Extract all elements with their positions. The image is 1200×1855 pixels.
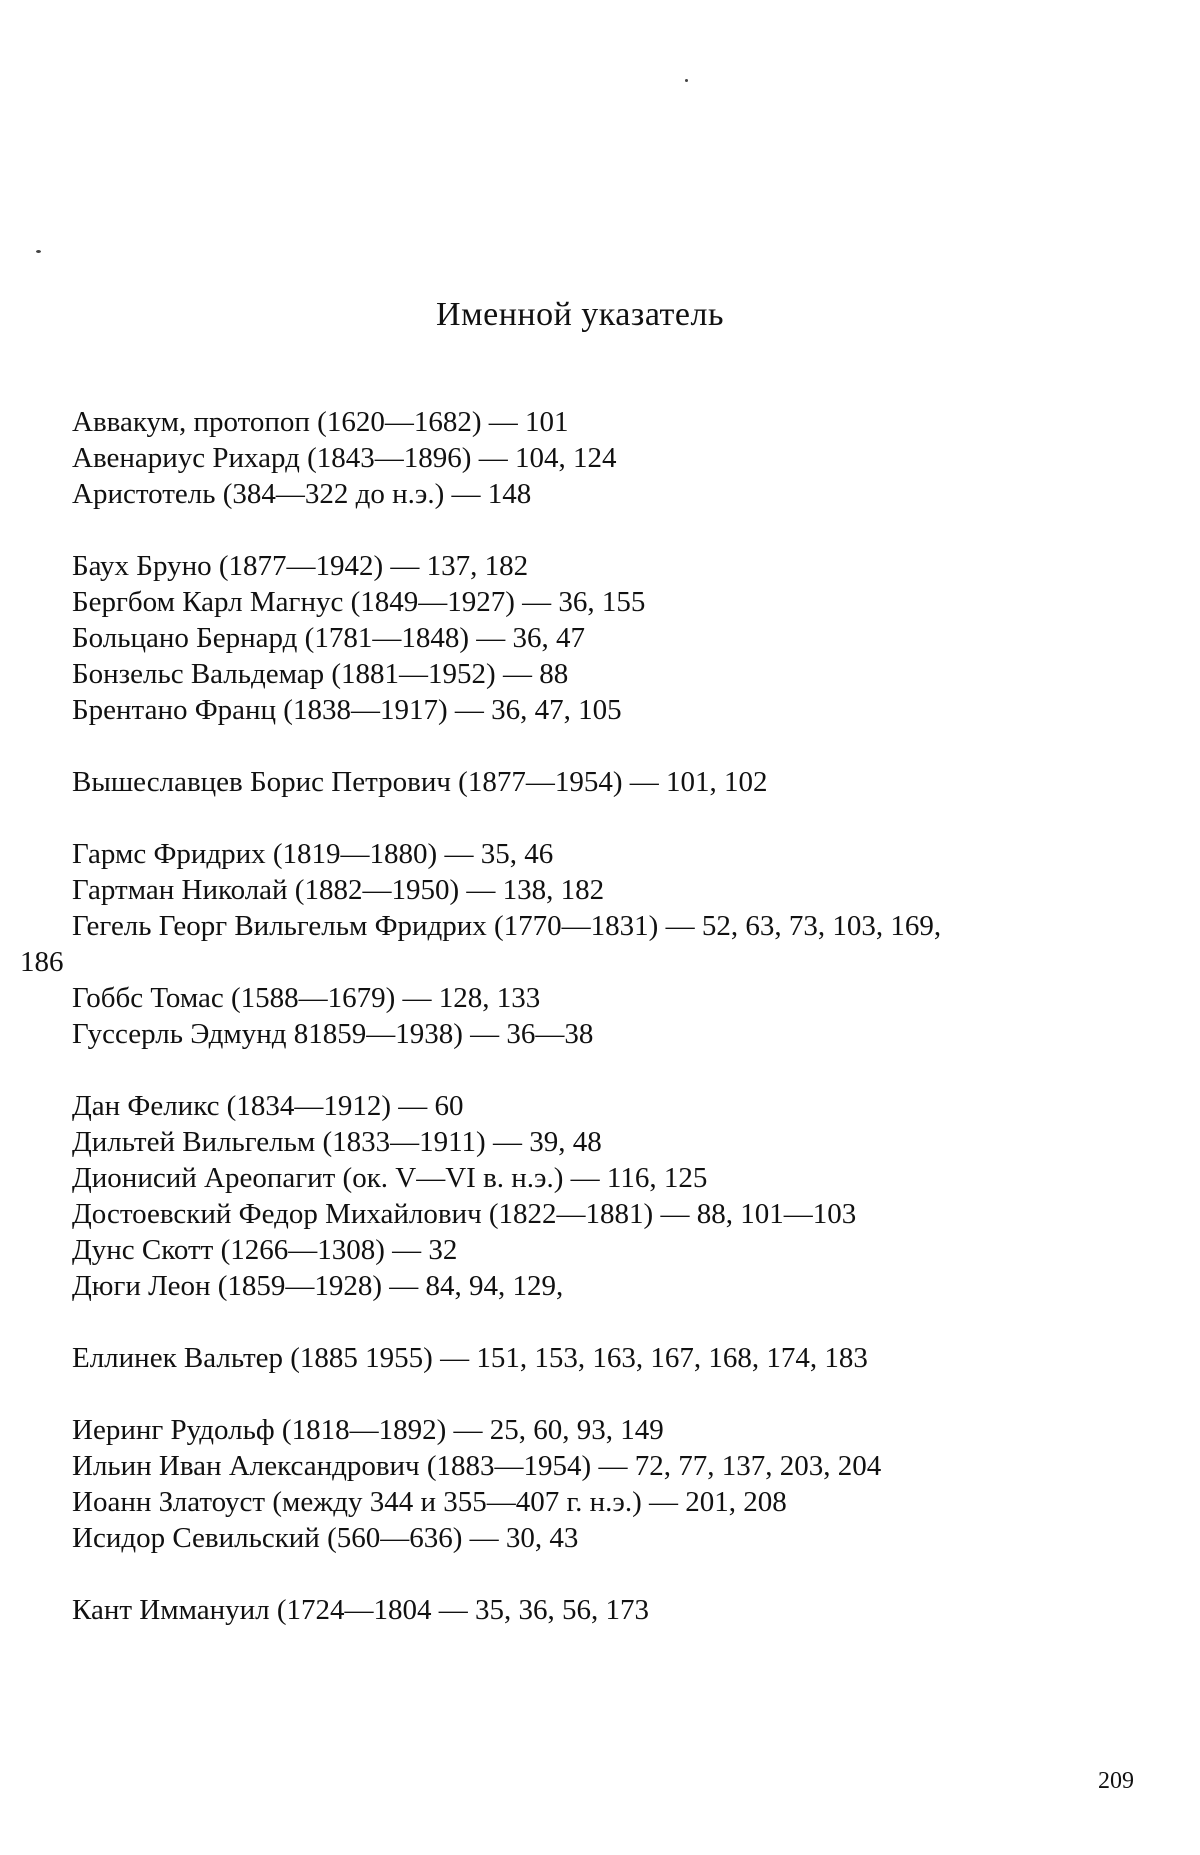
- index-entry: Ильин Иван Александрович (1883—1954) — 72, 77, 137, 203, 204: [72, 1450, 882, 1482]
- index-entry: Гартман Николай (1882—1950) — 138, 182: [72, 874, 605, 906]
- index-entry: Гуссерль Эдмунд 81859—1938) — 36—38: [72, 1018, 594, 1050]
- index-group-d: [72, 1088, 1152, 1304]
- index-entry: Иеринг Рудольф (1818—1892) — 25, 60, 93, 149: [72, 1414, 664, 1446]
- index-group-g: [20, 836, 1152, 1052]
- index-entry: Больцано Бернард (1781—1848) — 36, 47: [72, 622, 585, 654]
- scan-speck: [36, 250, 41, 253]
- index-entry: Дан Феликс (1834—1912) — 60: [72, 1090, 464, 1122]
- index-entry: Вышеславцев Борис Петрович (1877—1954) — 101, 102: [72, 766, 768, 798]
- index-entry: Бергбом Карл Магнус (1849—1927) — 36, 155: [72, 586, 646, 618]
- index-group-i: [72, 1412, 1152, 1556]
- index-entry: Дильтей Вильгельм (1833—1911) — 39, 48: [72, 1126, 602, 1158]
- index-entry: Брентано Франц (1838—1917) — 36, 47, 105: [72, 694, 622, 726]
- index-entry: Исидор Севильский (560—636) — 30, 43: [72, 1522, 579, 1554]
- scan-speck: [685, 79, 688, 82]
- name-index-list: [20, 404, 1152, 1664]
- index-entry: Дунс Скотт (1266—1308) — 32: [72, 1234, 458, 1266]
- index-entry: Гегель Георг Вильгельм Фридрих (1770—1831) — 52, 63, 73, 103, 169,: [72, 910, 942, 942]
- index-entry: Баух Бруно (1877—1942) — 137, 182: [72, 550, 529, 582]
- index-entry: Гоббс Томас (1588—1679) — 128, 133: [72, 982, 541, 1014]
- index-entry: Бонзельс Вальдемар (1881—1952) — 88: [72, 658, 569, 690]
- index-entry: Кант Иммануил (1724—1804 — 35, 36, 56, 173: [72, 1594, 650, 1626]
- index-group-v: [72, 764, 1152, 800]
- index-entry: Аристотель (384—322 до н.э.) — 148: [72, 478, 532, 510]
- page-number: 209: [1098, 1768, 1134, 1794]
- index-entry-continuation: 186: [20, 946, 64, 978]
- index-entry: Аввакум, протопоп (1620—1682) — 101: [72, 406, 569, 438]
- index-entry: Еллинек Вальтер (1885 1955) — 151, 153, 163, 167, 168, 174, 183: [72, 1342, 868, 1374]
- index-entry: Авенариус Рихард (1843—1896) — 104, 124: [72, 442, 617, 474]
- index-group-a: [72, 404, 1152, 512]
- index-entry: Иоанн Златоуст (между 344 и 355—407 г. н.э.) — 201, 208: [72, 1486, 787, 1518]
- index-entry: Гармс Фридрих (1819—1880) — 35, 46: [72, 838, 554, 870]
- index-group-b: [72, 548, 1152, 728]
- index-group-k: [72, 1592, 1152, 1628]
- index-group-e: [72, 1340, 1152, 1376]
- page-title: Именной указатель: [436, 296, 724, 333]
- index-entry: Дионисий Ареопагит (ок. V—VI в. н.э.) — 116, 125: [72, 1162, 708, 1194]
- index-entry: Достоевский Федор Михайлович (1822—1881) — 88, 101—103: [72, 1198, 857, 1230]
- index-entry: Дюги Леон (1859—1928) — 84, 94, 129,: [72, 1270, 564, 1302]
